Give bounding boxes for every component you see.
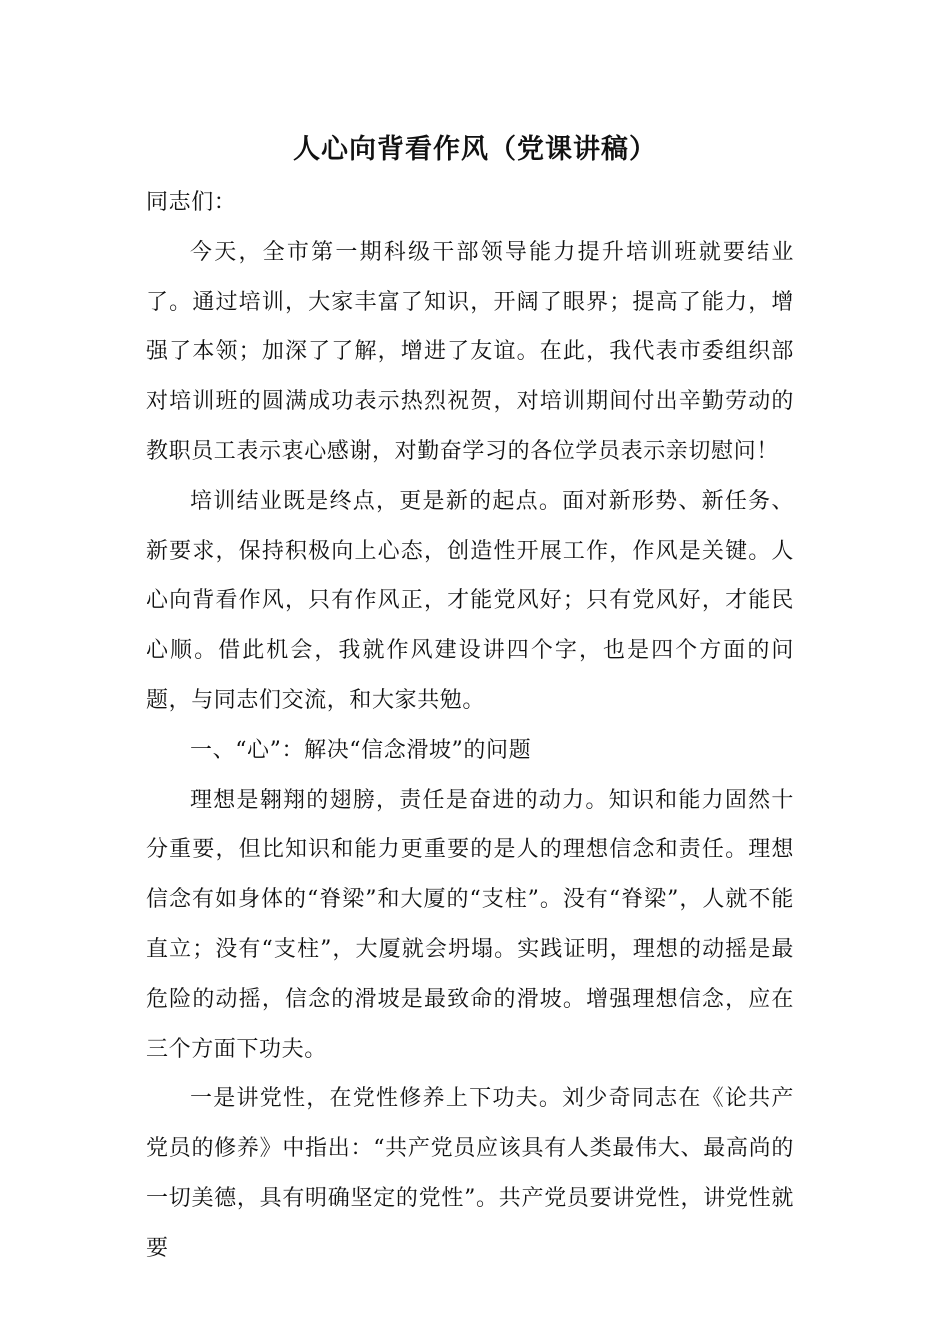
document-body — [146, 178, 794, 1274]
paragraph-ideals: 理想是翱翔的翅膀，责任是奋进的动力。知识和能力固然十分重要，但比知识和能力更重要的是人的理想信念和责任。理想信念有如身体的“脊梁”和大厦的“支柱”。没有“脊梁”，人就不能直立；没有“支柱”，大厦就会坍塌。实践证明，理想的动摇是最危险的动摇，信念的滑坡是最致命的滑坡。增强理想信念，应在三个方面下功夫。 — [146, 787, 794, 1062]
paragraph-introduction: 培训结业既是终点，更是新的起点。面对新形势、新任务、新要求，保持积极向上心态，创造性开展工作，作风是关键。人心向背看作风，只有作风正，才能党风好；只有党风好，才能民心顺。借此机会，我就作风建设讲四个字，也是四个方面的问题，与同志们交流，和大家共勉。 — [146, 488, 794, 713]
paragraph-opening: 今天，全市第一期科级干部领导能力提升培训班就要结业了。通过培训，大家丰富了知识，开阔了眼界；提高了能力，增强了本领；加深了了解，增进了友谊。在此，我代表市委组织部对培训班的圆满成功表示热烈祝贺，对培训期间付出辛勤劳动的教职员工表示衷心感谢，对勤奋学习的各位学员表示亲切慰问！ — [146, 239, 794, 464]
paragraph-party-spirit: 一是讲党性，在党性修养上下功夫。刘少奇同志在《论共产党员的修养》中指出：“共产党员应该具有人类最伟大、最高尚的一切美德，具有明确坚定的党性”。共产党员要讲党性，讲党性就要 — [146, 1086, 794, 1261]
salutation: 同志们： — [146, 190, 237, 215]
section-heading: 一、“心”：解决“信念滑坡”的问题 — [190, 737, 532, 763]
document-title: 人心向背看作风（党课讲稿） — [293, 134, 657, 165]
